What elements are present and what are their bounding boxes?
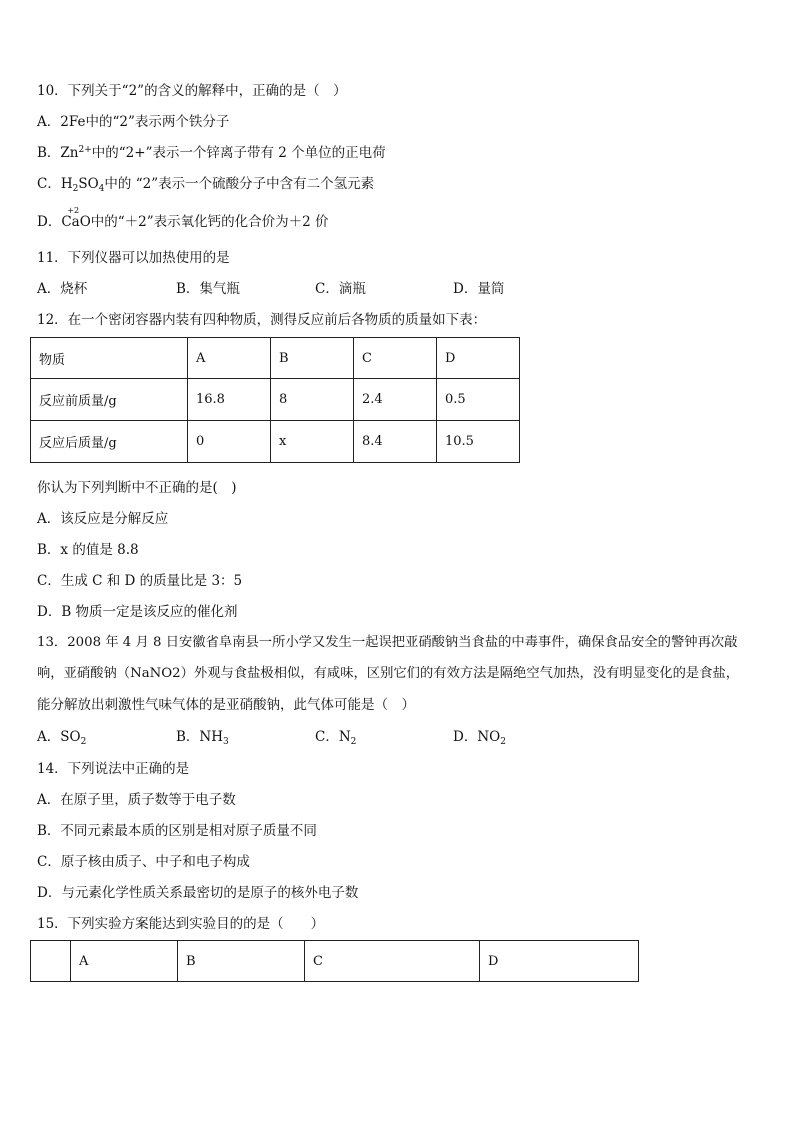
q13-a-label: A．SO xyxy=(37,729,81,745)
q10-c-prefix: C．H xyxy=(37,176,73,192)
table-header-cell: B xyxy=(271,338,354,379)
q13-line-3: 能分解放出刺激性气味气体的是亚硝酸钠，此气体可能是（ ） xyxy=(37,697,415,713)
q14-stem: 14．下列说法中正确的是 xyxy=(37,761,190,777)
q11-option-a: A．烧杯 xyxy=(37,281,88,297)
table-cell: 0.5 xyxy=(437,379,520,421)
table-header-cell: 物质 xyxy=(31,338,188,379)
table-row xyxy=(31,379,520,421)
q10-c-mid: SO xyxy=(78,176,99,192)
q10-option-a: A．2Fe中的“2”表示两个铁分子 xyxy=(37,114,230,130)
q13-a-sub: 2 xyxy=(80,737,87,747)
table-header-row xyxy=(31,338,520,379)
q12-follow: 你认为下列判断中不正确的是( ) xyxy=(37,480,237,496)
table-header-cell: C xyxy=(305,941,480,982)
table-cell: 2.4 xyxy=(354,379,437,421)
q10-d-prefix: D． xyxy=(37,214,62,230)
q14-option-b: B．不同元素最本质的区别是相对原子质量不同 xyxy=(37,823,317,839)
table-header-cell: D xyxy=(480,941,639,982)
q15-table xyxy=(30,940,639,982)
q12-option-c: C．生成 C 和 D 的质量比是 3：5 xyxy=(37,573,243,589)
q13-option-d xyxy=(453,728,506,746)
q10-c-rest: 中的 “2”表示一个硫酸分子中含有二个氢元素 xyxy=(104,176,375,192)
q11-stem: 11．下列仪器可以加热使用的是 xyxy=(37,250,230,266)
q10-d-rest: 中的“＋2”表示氧化钙的化合价为＋2 价 xyxy=(90,214,329,230)
table-header-cell: C xyxy=(354,338,437,379)
table-cell: 反应后质量/g xyxy=(31,421,188,463)
q13-d-label: D．NO xyxy=(453,729,501,745)
q12-option-b: B．x 的值是 8.8 xyxy=(37,542,139,558)
q12-option-a: A．该反应是分解反应 xyxy=(37,511,169,527)
q10-option-d xyxy=(37,206,329,231)
q13-b-label: B．NH xyxy=(176,729,224,745)
q13-line-1: 13．2008 年 4 月 8 日安徽省阜南县一所小学又发生一起误把亚硝酸钠当食盐的中毒事件，确保食品安全的警钟再次敲 xyxy=(37,635,738,650)
q10-b-prefix: B．Zn xyxy=(37,145,79,161)
table-header-cell: A xyxy=(71,941,178,982)
table-cell: x xyxy=(271,421,354,463)
table-cell: 8.4 xyxy=(354,421,437,463)
q13-d-sub: 2 xyxy=(500,737,506,747)
q13-line-2: 响，亚硝酸钠（NaNO2）外观与食盐极相似，有咸味，区别它们的有效方法是隔绝空气加热，没有明显变化的是食盐， xyxy=(37,666,740,681)
table-header-cell: A xyxy=(188,338,271,379)
cao-text: CaO xyxy=(61,214,91,230)
q10-b-rest: 中的“2+”表示一个锌离子带有 2 个单位的正电荷 xyxy=(91,145,386,161)
q11-options xyxy=(37,280,757,298)
q10-option-c xyxy=(37,175,374,193)
q13-c-sub: 2 xyxy=(350,737,357,747)
q13-options xyxy=(37,728,757,746)
q10-c-sub2: 4 xyxy=(98,184,105,194)
q14-option-d: D．与元素化学性质关系最密切的是原子的核外电子数 xyxy=(37,885,359,901)
table-cell: 0 xyxy=(188,421,271,463)
q15-stem: 15．下列实验方案能达到实验目的的是（ ） xyxy=(37,916,325,932)
q14-option-a: A．在原子里，质子数等于电子数 xyxy=(37,792,236,808)
q13-b-sub: 3 xyxy=(223,737,229,747)
table-cell: 反应前质量/g xyxy=(31,379,188,421)
q13-option-c xyxy=(315,728,356,746)
q11-option-d: D．量筒 xyxy=(453,281,505,297)
table-row xyxy=(31,421,520,463)
q10-c-sub1: 2 xyxy=(72,184,79,194)
q12-option-d: D．B 物质一定是该反应的催化剂 xyxy=(37,604,238,620)
table-header-cell xyxy=(31,941,71,982)
q14-option-c: C．原子核由质子、中子和电子构成 xyxy=(37,854,250,870)
table-header-row xyxy=(31,941,639,982)
table-header-cell: D xyxy=(437,338,520,379)
q12-mass-table xyxy=(30,337,520,463)
table-header-cell: B xyxy=(178,941,305,982)
q11-option-c: C．滴瓶 xyxy=(315,281,366,297)
table-cell: 8 xyxy=(271,379,354,421)
q10-b-sup: 2+ xyxy=(78,145,92,155)
table-cell: 10.5 xyxy=(437,421,520,463)
q13-option-a xyxy=(37,728,86,746)
q13-option-b xyxy=(176,728,229,746)
q10-option-b xyxy=(37,144,386,162)
cao-formula xyxy=(61,206,91,231)
q12-stem: 12．在一个密闭容器内装有四种物质，测得反应前后各物质的质量如下表： xyxy=(37,312,487,328)
q10-stem: 10．下列关于“2”的含义的解释中，正确的是（ ） xyxy=(37,83,347,99)
q13-c-label: C．N xyxy=(315,729,351,745)
oxidation-state: +2 xyxy=(67,206,80,215)
q11-option-b: B．集气瓶 xyxy=(176,281,240,297)
table-cell: 16.8 xyxy=(188,379,271,421)
